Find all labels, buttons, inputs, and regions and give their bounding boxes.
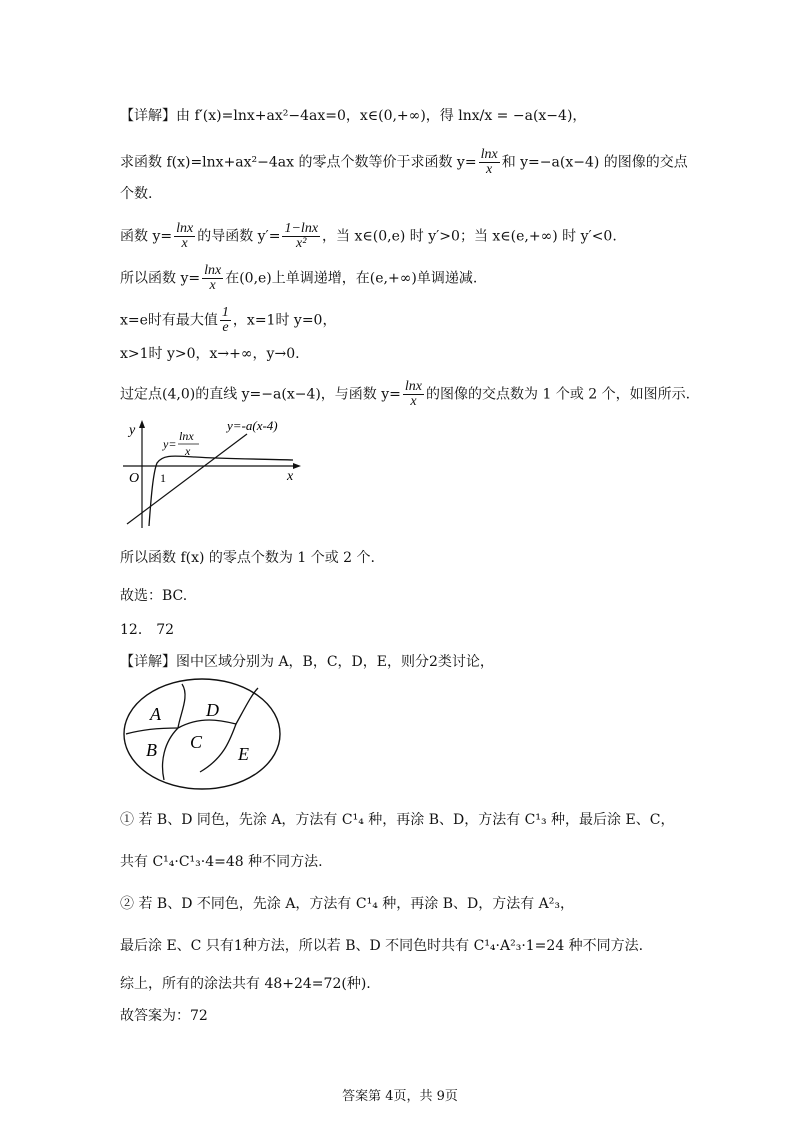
- boundary-a-d: [178, 684, 185, 728]
- fraction-lnx-over-x: $\frac{\ln x}{x}$: [204, 263, 222, 293]
- text-line-3: 个数.: [120, 186, 153, 202]
- text-line-8: [120, 380, 690, 409]
- x-axis-label: x: [287, 469, 294, 484]
- boundary-a-b: [126, 728, 178, 734]
- text-line-5b: 在(0,e)上单调递增，在(e,+∞)单调递减.: [225, 270, 478, 287]
- text-line-18: 故答案为：72: [120, 1008, 208, 1024]
- fraction-lnx-over-x: $\frac{\ln x}{x}$: [480, 147, 498, 177]
- text-line-4c: ，当 x∈(0,e) 时 y′>0；当 x∈(e,+∞) 时 y′<0.: [322, 228, 617, 245]
- region-label-c: C: [190, 732, 203, 752]
- fraction-derivative: $\frac{1-\ln x}{\text{x²}}$: [284, 221, 319, 251]
- text-line-4b: 的导函数 y′=: [197, 228, 281, 245]
- origin-label: O: [129, 471, 140, 486]
- text-line-6a: x=e时有最大值: [120, 312, 218, 329]
- line-label: y=-a(x-4): [227, 418, 278, 433]
- curve-label-lhs: y=: [163, 437, 177, 451]
- page-footer: 答案第 4页，共 9页: [342, 1089, 458, 1104]
- text-line-2: [120, 148, 688, 177]
- region-label-e: E: [238, 744, 249, 764]
- text-line-13: ① 若 B、D 同色，先涂 A，方法有 C¹₄ 种，再涂 B、D，方法有 C¹₃ 种，最后涂 E、C，: [120, 812, 675, 828]
- text-line-12: 【详解】图中区域分别为 A，B，C，D，E，则分2类讨论，: [120, 654, 494, 670]
- boundary-c-e: [200, 724, 236, 772]
- text-line-6b: ，x=1时 y=0，: [232, 312, 337, 329]
- text-line-17: 综上，所有的涂法共有 48+24=72(种).: [120, 976, 371, 992]
- text-line-5a: 所以函数 y=: [120, 270, 201, 287]
- text-line-11: 12． 72: [120, 622, 175, 638]
- text-line-7: x>1时 y>0，x→+∞，y→0.: [120, 346, 300, 362]
- text-line-16: 最后涂 E、C 只有1种方法，所以若 B、D 不同色时共有 C¹₄·A²₃·1=24 种不同方法.: [120, 938, 644, 954]
- text-line-1: 【详解】由 f′(x)=lnx+ax²−4ax=0，x∈(0,+∞)，得 lnx/x = −a(x−4)，: [120, 108, 587, 124]
- x-axis-arrow-icon: [293, 463, 301, 469]
- boundary-b-c: [163, 728, 178, 780]
- function-graph: [115, 418, 305, 530]
- text-line-14: 共有 C¹₄·C¹₃·4=48 种不同方法.: [120, 854, 323, 870]
- text-line-4: [120, 222, 617, 251]
- text-line-10: 故选：BC.: [120, 588, 188, 604]
- text-line-9: 所以函数 f(x) 的零点个数为 1 个或 2 个.: [120, 550, 375, 566]
- text-line-8b: 的图像的交点数为 1 个或 2 个，如图所示.: [426, 386, 691, 403]
- region-label-d: D: [206, 700, 219, 720]
- fraction-one-over-e: $\frac{1}{e}$: [221, 305, 229, 335]
- text-line-5: [120, 264, 477, 293]
- text-line-6: [120, 306, 336, 335]
- fraction-lnx-over-x: $\frac{\ln x}{x}$: [404, 379, 423, 409]
- region-diagram: [120, 676, 290, 794]
- text-line-8a: 过定点(4,0)的直线 y=−a(x−4)，与函数 y=: [120, 386, 401, 403]
- text-line-4a: 函数 y=: [120, 228, 173, 245]
- region-label-b: B: [146, 740, 157, 760]
- text-line-2b: 和 y=−a(x−4) 的图像的交点: [501, 154, 688, 171]
- y-axis-arrow-icon: [139, 420, 145, 428]
- text-line-15: ② 若 B、D 不同色，先涂 A，方法有 C¹₄ 种，再涂 B、D，方法有 A²₃，: [120, 896, 575, 912]
- curve-label-num: lnx: [179, 429, 194, 443]
- text-line-2a: 求函数 f(x)=lnx+ax²−4ax 的零点个数等价于求函数 y=: [120, 154, 477, 171]
- region-label-a: A: [150, 704, 161, 724]
- tick-label-one: 1: [160, 471, 166, 485]
- fraction-lnx-over-x: $\frac{\ln x}{x}$: [176, 221, 194, 251]
- curve-label-den: x: [185, 444, 191, 458]
- y-axis-label: y: [129, 423, 136, 438]
